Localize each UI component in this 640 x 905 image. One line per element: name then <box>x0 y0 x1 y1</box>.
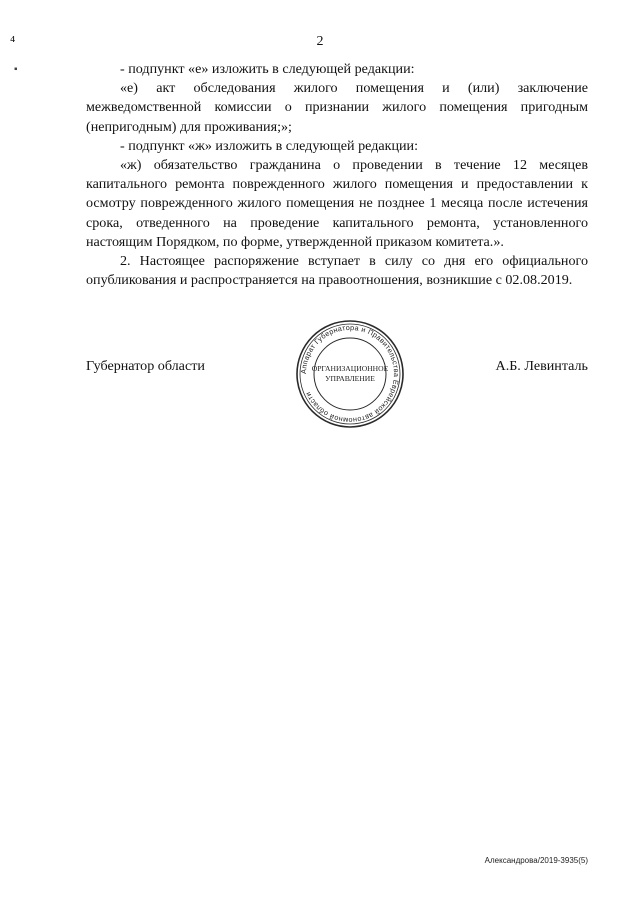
stamp-ring-text: Аппарат Губернатора и Правительства Еврейской автономной области <box>298 322 402 426</box>
document-body <box>86 60 588 290</box>
document-registration-code: Александрова/2019-3935(5) <box>484 856 588 865</box>
page-number: 2 <box>316 34 324 49</box>
paragraph-subpoint-e-text: «е) акт обследования жилого помещения и (или) заключение межведомственной комиссии о признании жилого помещения пригодным (непригодным) для проживания;»; <box>86 80 588 135</box>
paragraph-subpoint-zh-text: «ж) обязательство гражданина о проведении в течение 12 месяцев капитального ремонта поврежденного жилого помещения и предоставлении к осмотру поврежденного жилого помещения не позднее 1 месяца после истечения срока, отведенного на проведение капитального ремонта, установленного настоящим Порядком, по форме, утвержденной приказом комитета.». <box>86 157 588 250</box>
signatory-name: А.Б. Левинталь <box>495 358 588 374</box>
paragraph-subpoint-zh-intro: - подпункт «ж» изложить в следующей редакции: <box>120 137 419 154</box>
margin-scan-mark: ⁴ <box>10 34 16 50</box>
paragraph-effective-date: 2. Настоящее распоряжение вступает в силу со дня его официального опубликования и распространяется на правоотношения, возникшие с 02.08.2019. <box>86 253 588 289</box>
margin-scan-dot: ▪ <box>14 64 18 75</box>
signatory-title: Губернатор области <box>86 358 205 374</box>
stamp-center-line2: УПРАВЛЕНИЕ <box>325 374 375 383</box>
paragraph-subpoint-e-intro: - подпункт «е» изложить в следующей редакции: <box>120 61 415 77</box>
stamp-center-line1: ОРГАНИЗАЦИОННОЕ <box>311 364 389 373</box>
official-stamp <box>294 318 406 430</box>
